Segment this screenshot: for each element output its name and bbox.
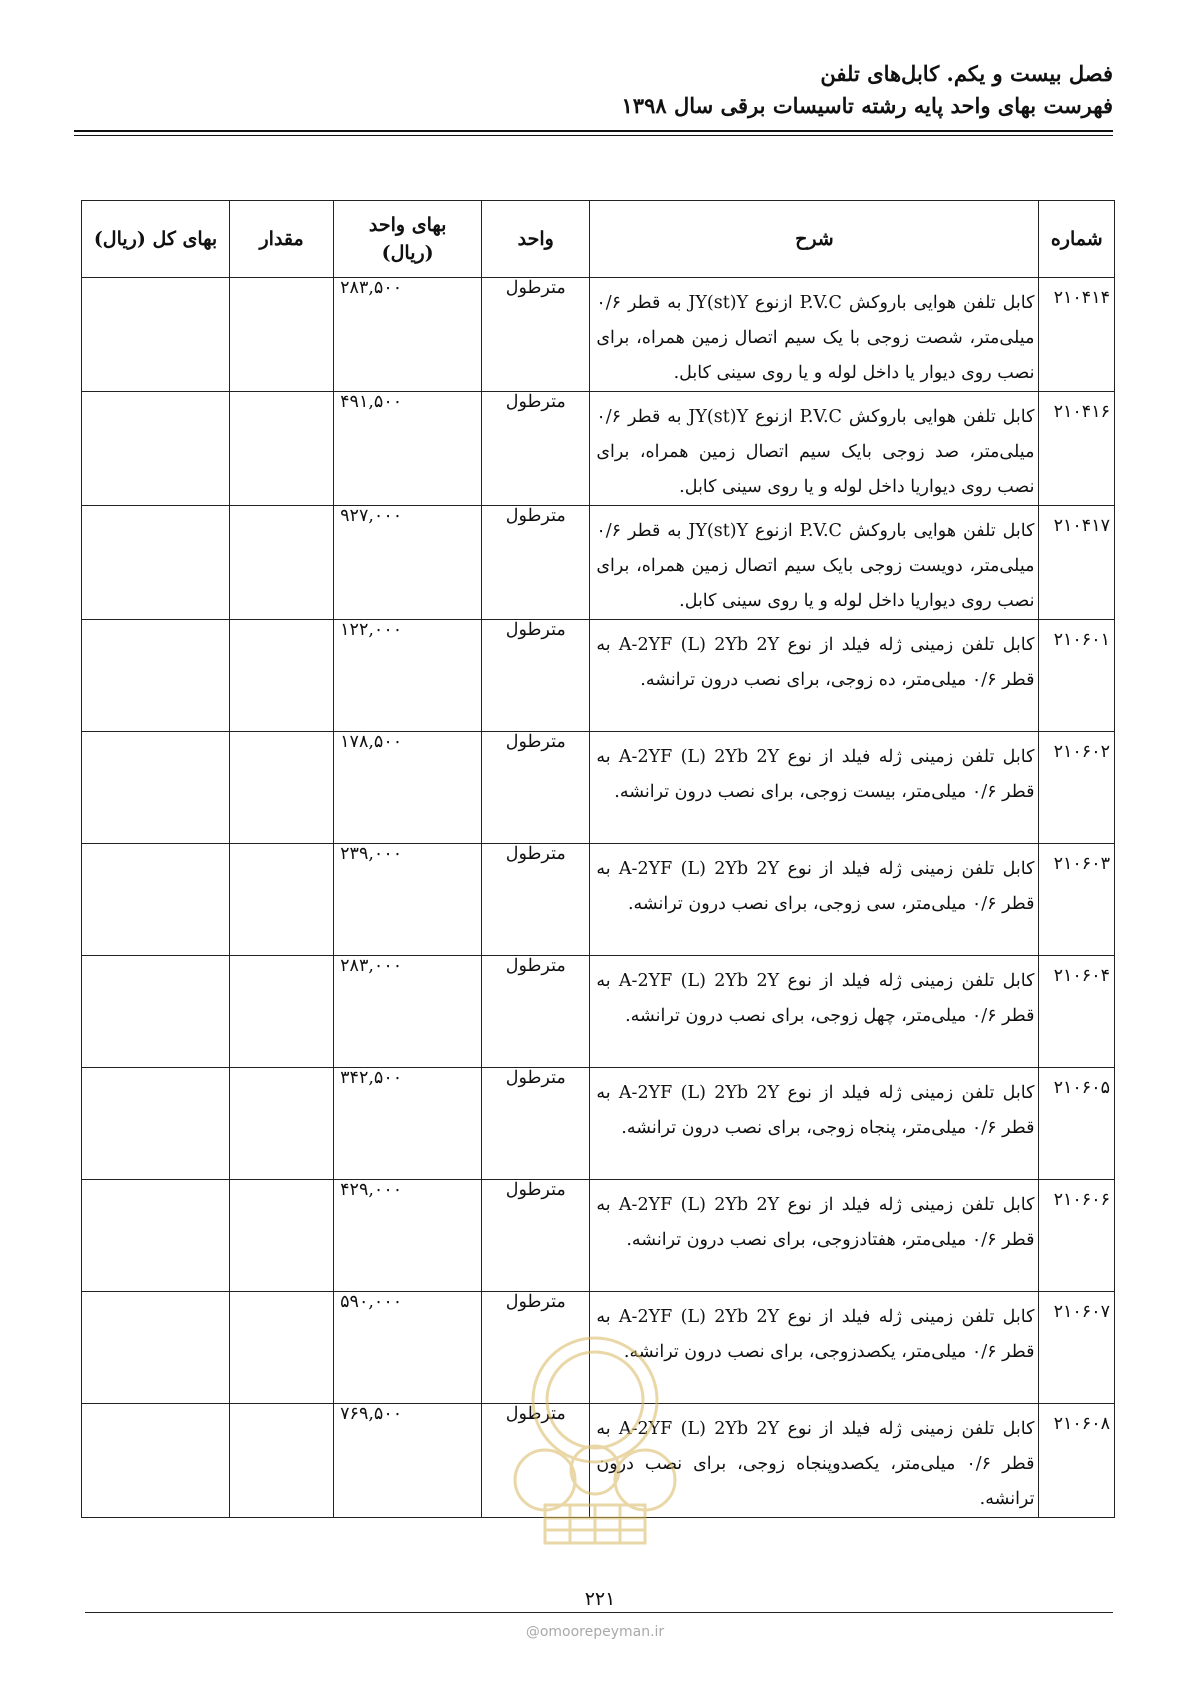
row-quantity[interactable] — [230, 278, 333, 288]
row-unit: مترطول — [505, 392, 566, 412]
row-code-cell — [1039, 392, 1115, 506]
row-quantity-cell[interactable] — [230, 1068, 334, 1180]
row-quantity[interactable] — [230, 732, 333, 742]
row-total-cell — [82, 620, 230, 732]
row-code-cell — [1039, 1404, 1115, 1518]
row-unit-cell — [482, 1180, 590, 1292]
row-unit-cell — [482, 1068, 590, 1180]
row-quantity[interactable] — [230, 1180, 333, 1190]
row-description: کابل تلفن زمینی ژله فیلد از نوع A-2YF (L) 2Yb 2Y به قطر ۰/۶ میلی‌متر، یکصدزوجی، برای نصب درون ترانشه. — [596, 1307, 1035, 1362]
row-description-cell — [590, 1180, 1039, 1292]
row-code: ۲۱۰۶۰۵ — [1053, 1078, 1110, 1098]
row-unit-price: ۴۹۱,۵۰۰ — [340, 392, 403, 412]
row-quantity-cell[interactable] — [230, 956, 334, 1068]
row-code-cell — [1039, 844, 1115, 956]
row-unit: مترطول — [505, 506, 566, 526]
row-quantity-cell[interactable] — [230, 278, 334, 392]
table-row — [82, 1180, 1115, 1292]
row-code: ۲۱۰۶۰۶ — [1053, 1190, 1110, 1210]
row-quantity-cell[interactable] — [230, 1292, 334, 1404]
row-code: ۲۱۰۶۰۸ — [1053, 1414, 1110, 1434]
row-total-cell — [82, 1404, 230, 1518]
row-unit-price-cell — [334, 1292, 482, 1404]
row-unit-price: ۵۹۰,۰۰۰ — [340, 1292, 403, 1312]
row-unit-price-cell — [334, 844, 482, 956]
row-total — [82, 278, 229, 288]
column-header-unit: واحد — [482, 201, 590, 278]
row-unit-price-cell — [334, 732, 482, 844]
row-quantity-cell[interactable] — [230, 620, 334, 732]
row-code-cell — [1039, 506, 1115, 620]
stamp-seal-icon — [505, 1330, 685, 1550]
row-code: ۲۱۰۴۱۶ — [1053, 402, 1110, 422]
row-unit-price-cell — [334, 1068, 482, 1180]
row-total — [82, 1068, 229, 1078]
row-total-cell — [82, 844, 230, 956]
row-description: کابل تلفن زمینی ژله فیلد از نوع A-2YF (L) 2Yb 2Y به قطر ۰/۶ میلی‌متر، سی زوجی، برای نصب درون ترانشه. — [596, 859, 1035, 914]
document-subtitle: فهرست بهای واحد پایه رشته تاسیسات برقی سال ۱۳۹۸ — [621, 93, 1113, 118]
row-unit-cell — [482, 732, 590, 844]
row-unit-cell — [482, 278, 590, 392]
row-total-cell — [82, 1068, 230, 1180]
row-unit-price: ۷۶۹,۵۰۰ — [340, 1404, 403, 1424]
table-row — [82, 1068, 1115, 1180]
row-code: ۲۱۰۶۰۴ — [1053, 966, 1110, 986]
row-unit-price: ۳۴۲,۵۰۰ — [340, 1068, 403, 1088]
row-description-cell — [590, 1068, 1039, 1180]
unit-price-header-line1: بهای واحد — [368, 214, 447, 236]
row-description: کابل تلفن هوایی باروکش P.V.C ازنوع JY(st)Y به قطر ۰/۶ میلی‌متر، صد زوجی بایک سیم اتصال زمین همراه، برای نصب روی دیواریا داخل لوله و یا روی سینی کابل. — [596, 407, 1035, 497]
row-quantity-cell[interactable] — [230, 392, 334, 506]
row-quantity-cell[interactable] — [230, 1404, 334, 1518]
row-description: کابل تلفن هوایی باروکش P.V.C ازنوع JY(st)Y به قطر ۰/۶ میلی‌متر، دویست زوجی بایک سیم اتصال زمین همراه، برای نصب روی دیواریا داخل لوله و یا روی سینی کابل. — [596, 521, 1035, 611]
row-code: ۲۱۰۶۰۲ — [1053, 742, 1110, 762]
table-row — [82, 844, 1115, 956]
row-unit-cell — [482, 956, 590, 1068]
row-quantity[interactable] — [230, 956, 333, 966]
page-number: ۲۲۱ — [584, 1588, 616, 1610]
row-description-cell — [590, 620, 1039, 732]
row-unit-price: ۱۷۸,۵۰۰ — [340, 732, 403, 752]
row-description-cell — [590, 278, 1039, 392]
row-quantity[interactable] — [230, 1292, 333, 1302]
table-row — [82, 732, 1115, 844]
row-unit: مترطول — [505, 620, 566, 640]
row-unit-price-cell — [334, 392, 482, 506]
row-quantity[interactable] — [230, 506, 333, 516]
row-code: ۲۱۰۶۰۱ — [1053, 630, 1110, 650]
row-total — [82, 732, 229, 742]
row-code-cell — [1039, 956, 1115, 1068]
row-unit: مترطول — [505, 1292, 566, 1312]
row-unit-price-cell — [334, 620, 482, 732]
header-rule-thick — [74, 130, 1113, 132]
row-total-cell — [82, 392, 230, 506]
row-unit-price-cell — [334, 1404, 482, 1518]
row-quantity[interactable] — [230, 1068, 333, 1078]
row-description: کابل تلفن زمینی ژله فیلد از نوع A-2YF (L) 2Yb 2Y به قطر ۰/۶ میلی‌متر، بیست زوجی، برای نصب درون ترانشه. — [596, 747, 1035, 802]
row-description-cell — [590, 392, 1039, 506]
row-code-cell — [1039, 620, 1115, 732]
price-list-table — [81, 200, 1115, 1518]
row-unit: مترطول — [505, 1404, 566, 1424]
row-total — [82, 956, 229, 966]
table-row — [82, 956, 1115, 1068]
row-quantity-cell[interactable] — [230, 506, 334, 620]
row-total — [82, 844, 229, 854]
row-unit-cell — [482, 844, 590, 956]
header-rule-thin — [74, 135, 1113, 136]
row-unit-price-cell — [334, 956, 482, 1068]
row-description-cell — [590, 844, 1039, 956]
row-code: ۲۱۰۴۱۷ — [1053, 516, 1110, 536]
row-total — [82, 1404, 229, 1414]
row-description: کابل تلفن زمینی ژله فیلد از نوع A-2YF (L) 2Yb 2Y به قطر ۰/۶ میلی‌متر، پنجاه زوجی، برای نصب درون ترانشه. — [596, 1083, 1035, 1138]
table-row — [82, 620, 1115, 732]
row-quantity-cell[interactable] — [230, 1180, 334, 1292]
row-description: کابل تلفن زمینی ژله فیلد از نوع A-2YF (L) 2Yb 2Y به قطر ۰/۶ میلی‌متر، یکصدوپنجاه زوجی، برای نصب درون ترانشه. — [596, 1419, 1035, 1509]
row-code-cell — [1039, 1180, 1115, 1292]
row-unit-cell — [482, 506, 590, 620]
row-unit-price-cell — [334, 278, 482, 392]
row-total — [82, 506, 229, 516]
row-total — [82, 1180, 229, 1190]
row-unit-cell — [482, 392, 590, 506]
unit-price-header-line2: (ریال) — [381, 242, 434, 264]
row-description-cell — [590, 956, 1039, 1068]
chapter-title: فصل بیست و یکم. کابل‌های تلفن — [820, 61, 1113, 86]
row-total-cell — [82, 1180, 230, 1292]
row-total-cell — [82, 506, 230, 620]
row-unit-price: ۱۲۲,۰۰۰ — [340, 620, 403, 640]
row-unit-price: ۴۲۹,۰۰۰ — [340, 1180, 403, 1200]
row-code: ۲۱۰۶۰۷ — [1053, 1302, 1110, 1322]
row-quantity[interactable] — [230, 620, 333, 630]
row-unit: مترطول — [505, 278, 566, 298]
table-row — [82, 392, 1115, 506]
row-quantity-cell[interactable] — [230, 844, 334, 956]
row-unit-price-cell — [334, 1180, 482, 1292]
page-header — [74, 58, 1113, 122]
row-code-cell — [1039, 1068, 1115, 1180]
row-unit: مترطول — [505, 1180, 566, 1200]
row-quantity[interactable] — [230, 844, 333, 854]
table-row — [82, 506, 1115, 620]
column-header-quantity: مقدار — [230, 201, 334, 278]
row-total-cell — [82, 956, 230, 1068]
row-quantity[interactable] — [230, 1404, 333, 1414]
row-code-cell — [1039, 278, 1115, 392]
row-total — [82, 1292, 229, 1302]
row-quantity-cell[interactable] — [230, 732, 334, 844]
row-description: کابل تلفن زمینی ژله فیلد از نوع A-2YF (L) 2Yb 2Y به قطر ۰/۶ میلی‌متر، هفتادزوجی، برای نصب درون ترانشه. — [596, 1195, 1035, 1250]
row-code-cell — [1039, 1292, 1115, 1404]
row-description: کابل تلفن زمینی ژله فیلد از نوع A-2YF (L) 2Yb 2Y به قطر ۰/۶ میلی‌متر، ده زوجی، برای نصب درون ترانشه. — [596, 635, 1035, 690]
row-code-cell — [1039, 732, 1115, 844]
row-description: کابل تلفن زمینی ژله فیلد از نوع A-2YF (L) 2Yb 2Y به قطر ۰/۶ میلی‌متر، چهل زوجی، برای نصب درون ترانشه. — [596, 971, 1035, 1026]
row-unit: مترطول — [505, 1068, 566, 1088]
row-unit-price: ۲۸۳,۰۰۰ — [340, 956, 403, 976]
row-unit: مترطول — [505, 956, 566, 976]
row-quantity[interactable] — [230, 392, 333, 402]
row-description-cell — [590, 506, 1039, 620]
column-header-description: شرح — [590, 201, 1039, 278]
row-unit-price: ۲۸۳,۵۰۰ — [340, 278, 403, 298]
row-total — [82, 620, 229, 630]
row-total — [82, 392, 229, 402]
row-code: ۲۱۰۴۱۴ — [1053, 288, 1110, 308]
row-description-cell — [590, 732, 1039, 844]
row-unit-price-cell — [334, 506, 482, 620]
watermark-text: @omoorepeyman.ir — [525, 1624, 665, 1640]
row-unit-price: ۲۳۹,۰۰۰ — [340, 844, 403, 864]
column-header-total: بهای کل (ریال) — [82, 201, 230, 278]
row-description: کابل تلفن هوایی باروکش P.V.C ازنوع JY(st)Y به قطر ۰/۶ میلی‌متر، شصت زوجی با یک سیم اتصال زمین همراه، برای نصب روی دیوار یا داخل لوله و یا روی سینی کابل. — [596, 293, 1035, 383]
row-total-cell — [82, 1292, 230, 1404]
footer-rule — [85, 1612, 1113, 1613]
column-header-code: شماره — [1039, 201, 1115, 278]
table-header-row — [82, 201, 1115, 278]
row-unit-price: ۹۲۷,۰۰۰ — [340, 506, 403, 526]
row-code: ۲۱۰۶۰۳ — [1053, 854, 1110, 874]
row-unit: مترطول — [505, 732, 566, 752]
column-header-unit-price — [334, 201, 482, 278]
row-unit-cell — [482, 620, 590, 732]
table-row — [82, 278, 1115, 392]
row-total-cell — [82, 278, 230, 392]
row-total-cell — [82, 732, 230, 844]
row-unit: مترطول — [505, 844, 566, 864]
